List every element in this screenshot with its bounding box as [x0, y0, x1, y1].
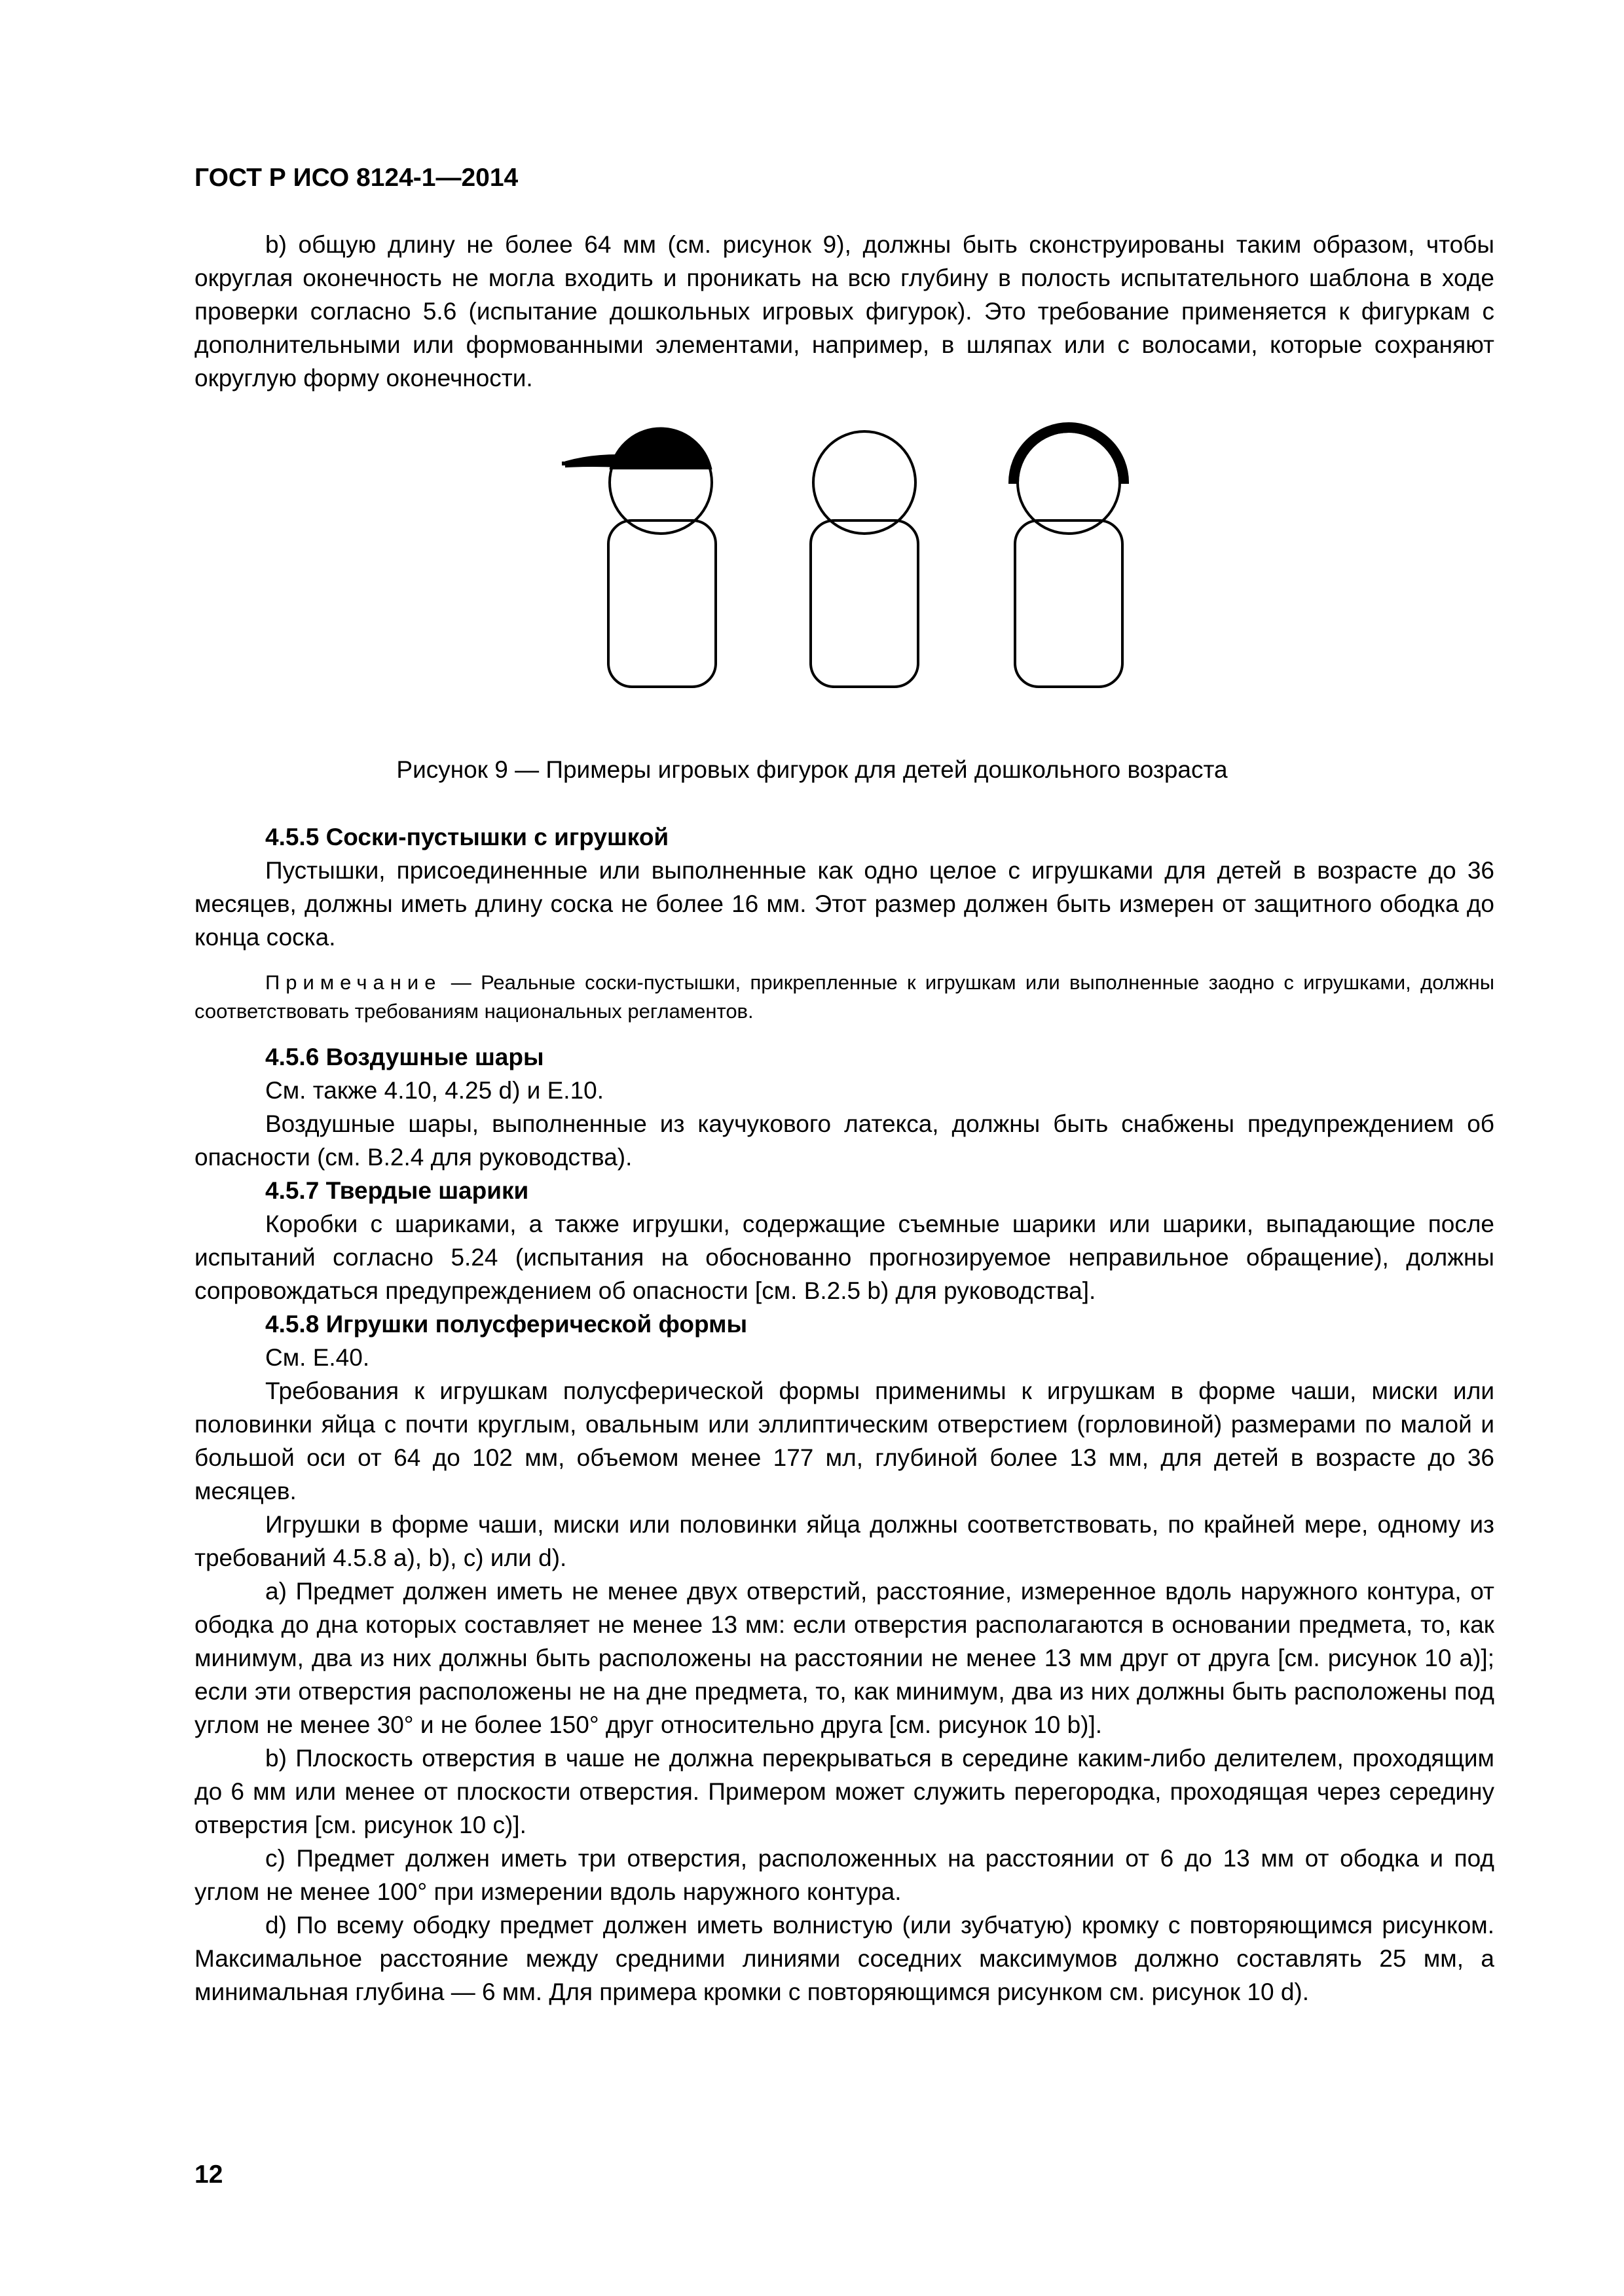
- note-text: — Реальные соски-пустышки, прикрепленные к игрушкам или выполненные заодно с игрушками, должны соответствовать требованиям национальных регламентов.: [194, 971, 1494, 1023]
- section-4-5-8-heading: 4.5.8 Игрушки полусферической формы: [265, 1311, 748, 1338]
- section-4-5-5-paragraph: Пустышки, присоединенные или выполненные как одно целое с игрушками для детей в возрасте до 36 месяцев, должны иметь длину соска не более 16 мм. Этот размер должен быть измерен от защитного ободка до конца соска.: [194, 857, 1494, 951]
- note-label: Примечание: [265, 971, 442, 994]
- section-4-5-8-item-a: а) Предмет должен иметь не менее двух отверстий, расстояние, измеренное вдоль наружного контура, от ободка до дна которых составляет не менее 13 мм: если отверстия располагаются в основании предмета, то, как минимум, два из них должны быть расположены на расстоянии не менее 13 мм друг от друга [см. рисунок 10 а)]; если эти отверстия расположены не на дне предмета, то, как минимум, два из них должны быть расположены под углом не менее 30° и не более 150° друг относительно друга [см. рисунок 10 b)].: [194, 1578, 1494, 1738]
- figurine-with-hair-icon: [1010, 424, 1128, 687]
- section-4-5-6-see-also: См. также 4.10, 4.25 d) и Е.10.: [265, 1077, 604, 1104]
- section-4-5-6-heading: 4.5.6 Воздушные шары: [265, 1044, 544, 1070]
- figurine-with-cap-icon: [562, 429, 716, 687]
- figure-9-caption: Рисунок 9 — Примеры игровых фигурок для детей дошкольного возраста: [396, 756, 1228, 783]
- figurine-plain-icon: [811, 431, 918, 687]
- document-code-header: ГОСТ Р ИСО 8124-1—2014: [194, 164, 519, 192]
- section-4-5-8-item-d: d) По всему ободку предмет должен иметь волнистую (или зубчатую) кромку с повторяющимся рисунком. Максимальное расстояние между средними линиями соседних максимумов должно составлять 25 мм, а минимальная глубина — 6 мм. Для примера кромки с повторяющимся рисунком см. рисунок 10 d).: [194, 1912, 1494, 2005]
- section-4-5-5-note: [194, 968, 1494, 1026]
- section-4-5-7-heading: 4.5.7 Твердые шарики: [265, 1177, 529, 1204]
- page-number: 12: [194, 2160, 223, 2189]
- section-4-5-8-see-also: См. Е.40.: [265, 1344, 370, 1371]
- intro-block: [194, 228, 1494, 395]
- main-content: [194, 820, 1494, 2009]
- figurines-illustration: [0, 419, 1624, 707]
- figure-9: [0, 419, 1624, 707]
- section-4-5-8-item-b: b) Плоскость отверстия в чаше не должна перекрываться в середине каким-либо делителем, проходящим до 6 мм или менее от плоскости отверстия. Примером может служить перегородка, проходящая через середину отверстия [см. рисунок 10 с)].: [194, 1745, 1494, 1838]
- section-4-5-8-item-c: с) Предмет должен иметь три отверстия, расположенных на расстоянии от 6 до 13 мм от ободка и под углом не менее 100° при измерении вдоль наружного контура.: [194, 1845, 1494, 1905]
- section-4-5-6-paragraph: Воздушные шары, выполненные из каучукового латекса, должны быть снабжены предупреждением об опасности (см. В.2.4 для руководства).: [194, 1110, 1494, 1171]
- section-4-5-8-paragraph-requirements: Требования к игрушкам полусферической формы применимы к игрушкам в форме чаши, миски или половинки яйца с почти круглым, овальным или эллиптическим отверстием (горловиной) размерами по малой и большой оси от 64 до 102 мм, объемом менее 177 мл, глубиной более 13 мм, для детей в возрасте до 36 месяцев.: [194, 1377, 1494, 1504]
- section-4-5-8-paragraph-compliance: Игрушки в форме чаши, миски или половинки яйца должны соответствовать, по крайней мере, одному из требований 4.5.8 а), b), c) или d).: [194, 1511, 1494, 1571]
- section-4-5-5-heading: 4.5.5 Соски-пустышки с игрушкой: [265, 824, 669, 850]
- intro-paragraph: b) общую длину не более 64 мм (см. рисунок 9), должны быть сконструированы таким образом, чтобы округлая оконечность не могла входить и проникать на всю глубину в полость испытательного шаблона в ходе проверки согласно 5.6 (испытание дошкольных игровых фигурок). Это требование применяется к фигуркам с дополнительными или формованными элементами, например, в шляпах или с волосами, которые сохраняют округлую форму оконечности.: [194, 231, 1494, 392]
- section-4-5-7-paragraph: Коробки с шариками, а также игрушки, содержащие съемные шарики или шарики, выпадающие после испытаний согласно 5.24 (испытания на обоснованно прогнозируемое неправильное обращение), должны сопровождаться предупреждением об опасности [см. В.2.5 b) для руководства].: [194, 1211, 1494, 1304]
